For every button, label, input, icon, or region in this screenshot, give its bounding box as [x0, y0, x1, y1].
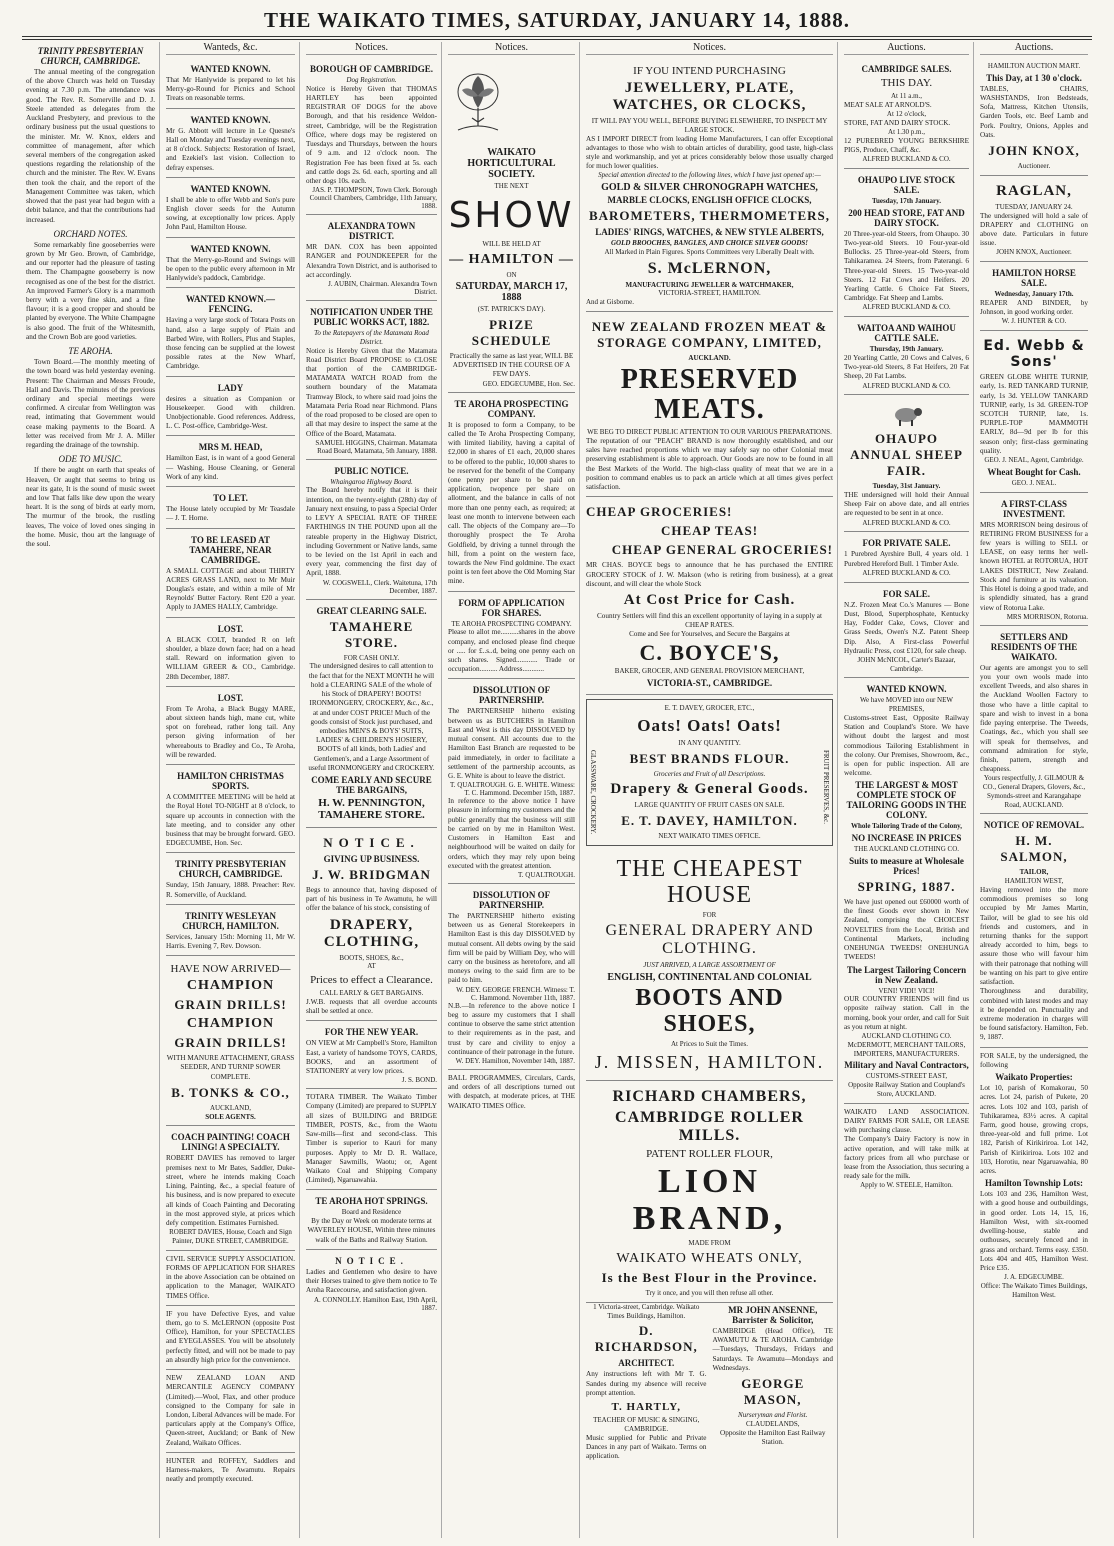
ad-cambridge-sales: CAMBRIDGE SALES. THIS DAY. At 11 a.m., MEAT SALE AT ARNOLD'S. At 12 o'clock, STORE, FAT AND DAIRY STOCK. At 1.30 p.m., 12 PUREBRED YOUNG BERKSHIRE PIGS, Produce, Chaff, &c. ALFRED BUCKLAND & CO.	[844, 58, 969, 169]
ad-share-form: FORM OF APPLICATION FOR SHARES. TE AROHA PROSPECTING COMPANY. Please to allot me..........shares in the above company, and enclosed please find cheque or ..... for £..s..d, being one penny each on such shares. Signed............ Trade or occupation.......... Address............	[448, 592, 575, 680]
ad-richardson: 1 Victoria-street, Cambridge. Waikato Times Buildings, Hamilton. D. RICHARDSON, ARCHITECT. Any instructions left with Mr T. G. Sandes during my absence will receive prompt attention. T. HARTLY, TEACHER OF MUSIC & SINGING, CAMBRIDGE. Music supplied for Public and Private Dances in any part of Waikato. Terms on application.	[586, 1302, 707, 1460]
ad-lost-mare: LOST. From Te Aroha, a Black Buggy MARE, about sixteen hands high, mane cut, white spot on forehead, rather long tail. Any person giving information of her whereabouts to Bradley and Co., Te Aroha, will be rewarded.	[166, 687, 295, 765]
column-head: Wanteds, &c.	[166, 42, 295, 55]
heading-te-aroha: TE AROHA.	[68, 346, 113, 357]
ad-notice-horses: NOTICE. Ladies and Gentlemen who desire to have their Horses trained to give them notice to Te Aroha Racecourse, and satisfaction given. A. CONNOLLY. Hamilton East, 19th April, 1887.	[306, 1255, 437, 1312]
column-4	[444, 42, 580, 1538]
column-head: Auctions.	[980, 42, 1088, 55]
masthead-rule-2	[22, 39, 1092, 40]
ad-prospecting-company: TE AROHA PROSPECTING COMPANY. It is proposed to form a Company, to be called the Te Aroha Prospecting Company, with limited liability, having a capital of £2,000 in shares of £1 each, 20,000 shares to be offered to the public, 10,000 shares to be reserved for the benefit of the Company (one penny per share to be paid on application, twopence per share on allotment, and the balance in calls of not more than one penny each, as required; at least one month to intervene between each call. The objects of the Company are—To thoroughly prospect the Te Aroha Goldfield, by driving a tunnel through the hill, from a point on the western face, towards the New Find goldmine. The exact point is ten feet above the Old Morning Star mine.	[448, 393, 575, 592]
ad-dissolution-butchers: DISSOLUTION OF PARTNERSHIP. The PARTNERSHIP hitherto existing between us as BUTCHERS in Hamilton East and West is this day DISSOLVED by mutual consent. All accounts due to the Hamilton East Branch are requested to be paid immediately, in order to facilitate a settlement of the partnership accounts, as G. E. White is about to leave the district. T. QUALTROUGH. G. E. WHITE. Witness: T. C. Hammond. December 15th, 1887. In reference to the above notice I have pleasure in informing my customers and the public generally that the business will still be carried on by me in Hamilton West. Customers in Hamilton East and neighbourhood will be waited on daily for orders, which they may rely upon being executed with the greatest attention. T. QUALTROUGH.	[448, 679, 575, 884]
ad-ball-programmes: BALL PROGRAMMES, Circulars, Cards, and orders of all descriptions turned out with despatch, at moderate prices, at THE WAIKATO TIMES Office.	[448, 1074, 575, 1110]
ad-trinity-service: TRINITY PRESBYTERIAN CHURCH, CAMBRIDGE. Sunday, 15th January, 1888. Preacher: Rev. R. Somerville, of Auckland.	[166, 853, 295, 904]
heading-trinity: TRINITY PRESBYTERIAN CHURCH, CAMBRIDGE.	[37, 46, 144, 66]
ad-private-sale: FOR PRIVATE SALE. 1 Purebred Ayrshire Bull, 4 years old. 1 Purebred Hereford Bull. 1 Timber Axle. ALFRED BUCKLAND & CO.	[844, 532, 969, 582]
columns	[22, 42, 1092, 1538]
ad-wesleyan: TRINITY WESLEYAN CHURCH, HAMILTON. Services, January 15th: Morning 11, Mr W. Harris. Evening 7, Rev. Dowson.	[166, 905, 295, 956]
ad-auckland-clothing: WANTED KNOWN. We have MOVED into our NEW PREMISES, Customs-street East, Opposite Railway Station and Coupland's Store. We have without doubt the largest and most commodious Tailoring Establishment in the colony. Our Premises, Showroom, &c., is open for public inspection. All are welcome. THE LARGEST & MOST COMPLETE STOCK OF TAILORING GOODS IN THE COLONY. Whole Tailoring Trade of the Colony, NO INCREASE IN PRICES THE AUCKLAND CLOTHING CO. Suits to measure at Wholesale Prices! SPRING, 1887. We have just opened out £60000 worth of the finest Goods ever shown in New Zealand, comprising the CHOICEST NOVELTIES from the Local, British and Continental Markets, including ONEHUNGA TWEEDS! ONEHUNGA TWEEDS! The Largest Tailoring Concern in New Zealand. VENI! VIDI! VICI! OUR COUNTRY FRIENDS will find us opposite railway station. Call in the morning, book your order, and call for Suit as you return at night. AUCKLAND CLOTHING CO. McDERMOTT, MERCHANT TAILORS, IMPORTERS, MANUFACTURERS. Military and Naval Contractors, CUSTOMS-STREET EAST, Opposite Railway Station and Coupland's Store, AUCKLAND.	[844, 678, 969, 1103]
ad-manures: FOR SALE. N.Z. Frozen Meat Co.'s Manures — Bone Dust, Blood, Superphosphate, Kentucky Hay, Fodder Cake, Cows, Clover and Grass Seeds, Owen's N.Z. Patent Sheep Dip. Also, A First-class Powerful Hydraulic Press, cost £120, for sale cheap. JOHN McNICOL, Carter's Bazaar, Cambridge.	[844, 583, 969, 679]
ad-coach-painting: COACH PAINTING! COACH LINING! A SPECIALTY. ROBERT DAVIES has removed to larger premises next to Mr Bates, Saddler, Duke-street, where he intends making Coach Lining, Painting, &c., a special feature of his business, and is now prepared to execute all kinds of Coach Painting and Decorating in the most approved style, at prices which defy competition. Estimates Furnished. ROBERT DAVIES, House, Coach and Sign Painter, DUKE STREET, CAMBRIDGE.	[166, 1126, 295, 1250]
preserves-vertical: FRUIT PRESERVES, &c.	[822, 750, 830, 825]
ad-auction-mart: HAMILTON AUCTION MART. This Day, at 1 30 o'clock. TABLES, CHAIRS, WASHSTANDS, Iron Bedsteads, Sofa, Mattress, Kitchen Utensils, Garden Tools, etc. Beef Lamb and Pork. Poultry, Onions, Apples and Oats. JOHN KNOX, Auctioneer.	[980, 58, 1088, 176]
ad-giving-up: NOTICE. GIVING UP BUSINESS. J. W. BRIDGMAN Begs to announce that, having disposed of part of his business in Te Awamutu, he will offer the balance of his stock, consisting of DRAPERY, CLOTHING, BOOTS, SHOES, &c., AT Prices to effect a Clearance. CALL EARLY & GET BARGAINS. J.W.B. requests that all overdue accounts shall be settled at once.	[306, 828, 437, 1021]
ad-optician: IF you have Defective Eyes, and value them, go to S. McLERNON (opposite Post Office), Hamilton, for your SPECTACLES and EYEGLASSES. You will be absolutely perfectly fitted, and will not be made to pay an absurdly high price for the convenience.	[166, 1306, 295, 1370]
masthead: THE WAIKATO TIMES, SATURDAY, JANUARY 14, 1888.	[264, 8, 850, 32]
ad-alexandra: ALEXANDRA TOWN DISTRICT. MR DAN. COX has been appointed RANGER and POUNDKEEPER for the Alexandra Town District, and is authorised to act accordingly. J. AUBIN, Chairman. Alexandra Town District.	[306, 215, 437, 301]
ad-saddlers: HUNTER and ROFFEY, Saddlers and Harness-makers, Te Awamutu. Repairs neatly and promptly executed.	[166, 1456, 295, 1484]
ad-highway-board: PUBLIC NOTICE. Whaingaroa Highway Board. The Board hereby notify that it is their intention, on the twenty-eighth (28th) day of January next ensuing, to pass a Special Order to LEVY A SPECIAL RATE OF THREE FARTHINGS IN THE POUND upon all the rateable property in the Highway District, including Government or Native lands, same to be levied on the 1st April in each and every year, commencing the first day of April, 1888. W. COGSWELL, Clerk. Waitetuna, 17th December, 1887.	[306, 460, 437, 600]
ad-ansenne: MR JOHN ANSENNE, Barrister & Solicitor, CAMBRIDGE (Head Office), TE AWAMUTU & TE AROHA. Cambridge—Tuesdays, Thursdays, Fridays and Saturdays. Te Awamutu—Mondays and Wednesdays. GEORGE MASON, Nurseryman and Florist. CLAUDELANDS, Opposite the Hamilton East Railway Station.	[712, 1304, 833, 1446]
ad-wanted-2: WANTED KNOWN. Mr G. Abbott will lecture in Le Quesne's Hall on Monday and Tuesday evenings next, at 8 o'clock. Subjects: Restoration of Israel, and Ezekiel's last vision. Collection to defray expenses.	[166, 109, 295, 178]
column-head: Notices.	[448, 42, 575, 55]
ad-missen-boots: THE CHEAPEST HOUSE FOR GENERAL DRAPERY AND CLOTHING. JUST ARRIVED, A LARGE ASSORTMENT OF ENGLISH, CONTINENTAL AND COLONIAL BOOTS AND SHOES, At Prices to Suit the Times. J. MISSEN, HAMILTON.	[586, 850, 833, 1081]
ad-grain-drills: HAVE NOW ARRIVED— CHAMPION GRAIN DRILLS! CHAMPION GRAIN DRILLS! WITH MANURE ATTACHMENT, GRASS SEEDER, AND TURNIP SOWER COMPLETE. B. TONKS & CO., AUCKLAND, SOLE AGENTS.	[166, 956, 295, 1126]
ad-civil-service: CIVIL SERVICE SUPPLY ASSOCIATION. FORMS OF APPLICATION FOR SHARES in the above Association can be obtained on application to the Manager, WAIKATO TIMES Office.	[166, 1251, 295, 1306]
ad-dissolution-storekeepers: DISSOLUTION OF PARTNERSHIP. The PARTNERSHIP hitherto existing between us as General Storekeepers in Hamilton East is this day DISSOLVED by mutual consent. All debts owing by the said firm will be paid by William Dey, who will carry on the business as heretofore, and all moneys owing to the said firm are to be paid to him. W. DEY. GEORGE FRENCH. Witness: T. C. Hammond. November 11th, 1887. N.B.—In reference to the above notice I beg to assure my customers that I shall continue to observe the same strict attention to their requirements as in the past, and trust by care and civility to enjoy a continuance of their patronage in the future. W. DEY. Hamilton, November 14th, 1887.	[448, 884, 575, 1070]
ad-lady: LADY desires a situation as Companion or Housekeeper. Good with children. Unobjectionable. Good references. Address, L. C. Post-office, Cambridge-West.	[166, 377, 295, 437]
ad-waitoa-cattle: WAITOA AND WAIHOU CATTLE SALE. Thursday, 19th January. 20 Yearling Cattle, 20 Cows and Calves, 6 Two-year-old Steers, 8 Fat Heifers, 20 Fat Sheep, 20 Fat Lambs. ALFRED BUCKLAND & CO.	[844, 317, 969, 395]
ad-mrs-head: MRS M. HEAD, Hamilton East, is in want of a good General — Washing, House Cleaning, or General Work of any kind.	[166, 436, 295, 487]
ad-clearing-sale: GREAT CLEARING SALE. TAMAHERE STORE. FOR CASH ONLY. The undersigned desires to call attention to the fact that for the NEXT MONTH he will hold a CLEARING SALE of the whole of his Stock of DRAPERY! BOOTS! IRONMONGERY, CROCKERY, &c., &c., at and under COST PRICE! Much of the goods consist of Stock just purchased, and embodies MEN'S & BOYS' SUITS, LADIES' & CHILDREN'S HOSIERY, BOOTS of all kinds, both Ladies' and Gentlemen's, and a Large Assortment of useful IRONMONGERY and CROCKERY. COME EARLY AND SECURE THE BARGAINS, H. W. PENNINGTON, TAMAHERE STORE.	[306, 600, 437, 828]
column-3	[302, 42, 442, 1538]
masthead-rule	[22, 36, 1092, 37]
column-5	[582, 42, 838, 1538]
ad-dairy-farms: WAIKATO LAND ASSOCIATION. DAIRY FARMS FOR SALE, OR LEASE with purchasing clause. The Company's Dairy Factory is now in active operation, and will take milk at factory prices from all who purchase or lease from the Association, thus securing a ready sale for the milk. Apply to W. STEELE, Hamilton.	[844, 1107, 969, 1190]
article-trinity: The annual meeting of the congregation of the above Church was held on Tuesday evening at 7.30 p.m. The attendance was good. The Rev. R. Somerville and D. J. Steele attended as delegates from the Auckland Presbytery, and previous to the ordinary business put the usual questions to the minister. Mr. W. Knox, elders and committee of management, after which several members of the congregation asked questions regarding the relationship of the church and the minister. The Rev. W. Evans then took the chair, and the report of the Management Committee was taken, which showed that the past year had begun with a debit balance, and that the contributions had increased.	[26, 68, 155, 224]
ad-settlers: SETTLERS AND RESIDENTS OF THE WAIKATO. Our agents are amongst you to sell you your own wools made into excellent Tweeds, and also shares in the Auckland Woollen Factory to those who have a little capital to spare and wish to invest in a bona fide paying enterprise. The Tweeds, Coatings, &c., which you shall see will speak for themselves, and command admiration for style, finish, pattern, strength and cheapness. Yours respectfully, J. GILMOUR & CO., General Drapers, Glovers, &c., Symonds-street and Karangahape Road, AUCKLAND.	[980, 626, 1088, 815]
ad-wanted-3: WANTED KNOWN. I shall be able to offer Webb and Son's pure English clover seeds for the Autumn sowing, at exceptionally low prices. Apply John Paul, Hamilton House.	[166, 178, 295, 238]
ad-mclernon-jeweller: IF YOU INTEND PURCHASING JEWELLERY, PLATE, WATCHES, OR CLOCKS, IT WILL PAY YOU WELL, BEFORE BUYING ELSEWHERE, TO INSPECT MY LARGE STOCK. AS I IMPORT DIRECT from leading Home Manufacturers, I can offer Exceptional advantages to those who wish to obtain articles of durability, good taste, high-class style and workmanship, and yet at prices considerably below those usually charged for much lower qualities. Special attention directed to the following lines, which I have just opened up:— GOLD & SILVER CHRONOGRAPH WATCHES, MARBLE CLOCKS, ENGLISH OFFICE CLOCKS, BAROMETERS, THERMOMETERS, LADIES' RINGS, WATCHES, & NEW STYLE ALBERTS, GOLD BROOCHES, BANGLES, AND CHOICE SILVER GOODS! All Marked in Plain Figures. Sports Committees very Liberally Dealt with. S. McLERNON, MANUFACTURING JEWELLER & WATCHMAKER, VICTORIA-STREET, HAMILTON. And at Gisborne.	[586, 58, 833, 312]
column-head: Notices.	[306, 42, 437, 55]
ad-investment: A FIRST-CLASS INVESTMENT. MRS MORRISON being desirous of RETIRING FROM BUSINESS for a few years is willing to SELL or LEASE, on easy terms her well-known HOTEL at ROTORUA, HOT LAKES DISTRICT, New Zealand. Stock and furniture at its valuation. This Hotel is doing a good trade, and is splendidly situated, has a grand view of Rotorua Lake. MRS MORRISON, Rotorua.	[980, 493, 1088, 626]
ad-totara: TOTARA TIMBER. The Waikato Timber Company (Limited) are prepared to SUPPLY all sizes of BUILDING and BRIDGE TIMBER, POSTS, &c., from the Waotu Saw-mills—first and second-class. This Timber is superior to Kauri for many purposes. Apply to Mr D. R. Wallace, Manager Sawmills, Waotu; or, Agent Waikato Coal and Shipping Company (Limited), Ngaruawahia.	[306, 1089, 437, 1190]
column-2	[162, 42, 300, 1538]
ad-horticultural-show: WAIKATO HORTICULTURAL SOCIETY. THE NEXT SHOW WILL BE HELD AT — HAMILTON — ON SATURDAY, MARCH 17, 1888 (ST. PATRICK'S DAY). PRIZE SCHEDULE Practically the same as last year, WILL BE ADVERTISED IN THE COURSE OF A FEW DAYS. GEO. EDGECUMBE, Hon. Sec.	[448, 58, 575, 393]
article-orchard: Some remarkably fine gooseberries were grown by Mr Geo. Brown, of Cambridge, and our reporter had the pleasure of tasting them. The Champagne gooseberry is now recognised as one of the best for the district. An improved Farmer's Glory is a mammoth berry with a very fine skin, and a fine flavour; it is a good cropper and should be planted by everyone. The White Champagne is also good. The fruit of the Whitesmith, and the Crown Bob are good varieties.	[26, 240, 155, 341]
column-7	[976, 42, 1092, 1538]
sheep-icon	[890, 403, 924, 427]
glassware-vertical: GLASSWARE, CROCKERY.	[589, 750, 597, 835]
ad-frozen-meat: NEW ZEALAND FROZEN MEAT & STORAGE COMPANY, LIMITED, AUCKLAND. PRESERVED MEATS. WE BEG TO DIRECT PUBLIC ATTENTION TO OUR VARIOUS PREPARATIONS. The reputation of our "PEACH" BRAND is now thoroughly established, and our sales have reached proportions which we may safely say no other Colonial meat preserving establishment is able to approach. Our Goods are now to be found in all the Best Markets of the World. The high-class quality of meat that we are in a position to command enables us to pack an article which at all times gives perfect satisfaction.	[586, 312, 833, 497]
ad-to-let: TO LET. The House lately occupied by Mr Teasdale — J. T. Horne.	[166, 487, 295, 528]
column-1	[22, 42, 160, 1538]
ad-horse-sale: HAMILTON HORSE SALE. Wednesday, January 17th. REAPER AND BINDER, by Johnson, in good working order. W. J. HUNTER & CO.	[980, 262, 1088, 331]
article-te-aroha: Town Board.—The monthly meeting of the town board was held yesterday evening. Present: The Chairman and Messrs Froude, Hall and Davis. The minutes of the previous ordinary and special meetings were confirmed. A circular from Wellington was read, intimating that Government would cease making payments to the Board. A letter was received from Mr J. A. Miller regarding the drainage of the township.	[26, 358, 155, 450]
ad-wanted-4: WANTED KNOWN. That the Merry-go-Round and Swings will be open to the public every afternoon in Mr Hanlywide's paddock, Cambridge.	[166, 238, 295, 289]
ad-boyce-groceries: CHEAP GROCERIES! CHEAP TEAS! CHEAP GENERAL GROCERIES! MR CHAS. BOYCE begs to announce that he has purchased the ENTIRE GROCERY STOCK of J. W. Makson (who is retiring from business), at a great discount, and will clear the whole Stock At Cost Price for Cash. Country Settlers will find this an excellent opportunity of laying in a supply at CHEAP RATES. Come and See for Yourselves, and Secure the Bargains at C. BOYCE'S, BAKER, GROCER, AND GENERAL PROVISION MERCHANT, VICTORIA-ST., CAMBRIDGE.	[586, 497, 833, 695]
floral-emblem-icon	[448, 66, 508, 136]
ad-sheep-fair: OHAUPO ANNUAL SHEEP FAIR. Tuesday, 31st January. THE undersigned will hold their Annual Sheep Fair on above date, and all entries are requested to be sent in at once. ALFRED BUCKLAND & CO.	[844, 395, 969, 532]
poem-ode: If there be aught on earth that speaks of Heaven, Or aught that seems to bring us near its gate, It is the sound of music sweet and low That falls like dew upon the weary heart. It is the song of birds at early morn, The murmur of the brook, the rustling leaves, The voice of loved ones singing in the home. Music, thou art the language of the soul.	[26, 466, 155, 549]
ad-davey-grocer: GLASSWARE, CROCKERY. FRUIT PRESERVES, &c. E. T. DAVEY, GROCER, ETC., Oats! Oats! Oats! IN ANY QUANTITY. BEST BRANDS FLOUR. Groceries and Fruit of all Descriptions. Drapery & General Goods. LARGE QUANTITY OF FRUIT CASES ON SALE. E. T. DAVEY, HAMILTON. NEXT WAIKATO TIMES OFFICE.	[586, 699, 833, 846]
ad-loan-agency: NEW ZEALAND LOAN AND MERCANTILE AGENCY COMPANY (Limited).—Wool, Flax, and other produce consigned to the Company for sale in London, Liberal Advances will be made. For particulars apply at the Company's Office, Queen-street, Auckland; or Bank of New Zealand, Waikato Offices.	[166, 1370, 295, 1453]
ad-lost-colt: LOST. A BLACK COLT, branded R on left shoulder, a blaze down face; had on a head stall. Reward on information given to WILLIAM GREER & CO., Cambridge. 28th December, 1887.	[166, 618, 295, 687]
column-head: Notices.	[586, 42, 833, 55]
ad-raglan: RAGLAN, TUESDAY, JANUARY 24. The undersigned will hold a sale of DRAPERY and CLOTHING on above date. Particulars in future issue. JOHN KNOX, Auctioneer.	[980, 176, 1088, 262]
ad-lease: TO BE LEASED AT TAMAHERE, NEAR CAMBRIDGE. A SMALL COTTAGE and about THIRTY ACRES GRASS LAND, next to Mr Muir Douglas's estate, and within a mile of Mr Reynolds' Butter Factory. Rent £20 a year. Apply to JAMES HALLY, Cambridge.	[166, 529, 295, 618]
ad-webb-seeds: Ed. Webb & Sons' GREEN GLOBE WHITE TURNIP, early, 1s. RED TANKARD TURNIP, early, 1s 3d. YELLOW TANKARD TURNIP, early, 1s 3d. GREEN-TOP SCOTCH TURNIP, late, 1s. PURPLE-TOP MAMMOTH EARLY, 8d—9d per lb for this season only; first-class germinating quality. GEO. J. NEAL, Agent, Cambridge. Wheat Bought for Cash. GEO. J. NEAL.	[980, 331, 1088, 492]
ad-dog-registration: BOROUGH OF CAMBRIDGE. Dog Registration. Notice is Hereby Given that THOMAS HARTLEY has been appointed REGISTRAR OF DOGS for the above Borough, and that his residence Weldon-street, Cambridge, will be the Registration Office, where dogs may be registered on Tuesdays and Thursdays, between the hours of 9 a.m. and 12 o'clock noon. The Registration Fee has been fixed at 5s. each and cattle dogs 2s. 6d. each, sporting and all other dogs 10s. each. JAS. P. THOMPSON, Town Clerk. Borough Council Chambers, Cambridge, 11th January, 1888.	[306, 58, 437, 215]
ad-fencing: WANTED KNOWN.—FENCING. Having a very large stock of Totara Posts on hand, also a large supply of Plain and Barbed Wire, with Rollers, Plus and Staples, those fencing can be supplied at the lowest possible rates at the New Wharf, Cambridge.	[166, 288, 295, 376]
ad-removal: NOTICE OF REMOVAL. H. M. SALMON, TAILOR, HAMILTON WEST, Having removed into the more commodious premises so long occupied by Mr James Martin, Tailor, will be glad to see his old friends and customers, and in returning thanks for the support already accorded to him, begs to assure those who will favour him with their patronage that nothing will be wanting on his part to give entire satisfaction. Thoroughness and durability, combined with latest modes and may it be depended on. Punctuality and extreme moderation in charges will be found satisfactory. Hamilton, Feb. 9, 1887.	[980, 814, 1088, 1047]
column-head: Auctions.	[844, 42, 969, 55]
ad-ohaupo-stock: OHAUPO LIVE STOCK SALE. Tuesday, 17th January. 200 HEAD STORE, FAT AND DAIRY STOCK. 20 Three-year-old Steers, from Ohaupo. 30 Two-year-old Steers. 10 Four-year-old Bullocks. 25 Three-year-old Steers, from Tahikaramea. 24 Steers, from Paterangi. 6 Three-year-old Steers. 15 Two-year-old Steers. 12 Fat Cows and Heifers. 20 Yearling Cattle. 6 Choice Fat Steers, Cambridge. Fat Sheep and Lambs. ALFRED BUCKLAND & CO.	[844, 169, 969, 317]
ad-new-year: FOR THE NEW YEAR. ON VIEW at Mr Campbell's Store, Hamilton East, a variety of handsome TOYS, CARDS, BOOKS, and an assortment of STATIONERY at very low prices. J. S. BOND.	[306, 1021, 437, 1089]
ad-hot-springs: TE AROHA HOT SPRINGS. Board and Residence By the Day or Week on moderate terms at WAVERLEY HOUSE, Within three minutes walk of the Baths and Railway Station.	[306, 1190, 437, 1249]
ad-properties: FOR SALE, by the undersigned, the following Waikato Properties: Lot 10, parish of Komakorau, 50 acres. Lot 24, parish of Pukete, 20 acres. Lots 102 and 103, parish of Tuhikaramea, 83½ acres. A capital Farm, good house, growing crops, three-year-old and full prime. Lot 182, Parish of Kirikiriroa. Lot 142, Parish of Kirikiriroa. Lots 102 and 103, Horotiu, near Ngaruawahia, 80 acres. Hamilton Township Lots: Lots 103 and 236, Hamilton West, with a good house and outbuildings, in good order. Lots 14, 15, 16, Hamilton West, with six-roomed dwelling-house, stable and outhouses, securely fenced and in grass and orchard. Terms easy. £350. Lots 404 and 405, Hamilton West. Price £35. J. A. EDGECUMBE. Office: The Waikato Times Buildings, Hamilton West.	[980, 1051, 1088, 1299]
heading-orchard: ORCHARD NOTES.	[53, 228, 128, 239]
ad-roller-mills: RICHARD CHAMBERS, CAMBRIDGE ROLLER MILLS. PATENT ROLLER FLOUR, LION BRAND, MADE FROM WAIKATO WHEATS ONLY, Is the Best Flour in the Province. Try it once, and you will then refuse all other.	[586, 1081, 833, 1303]
column-6	[840, 42, 974, 1538]
heading-ode: ODE TO MUSIC.	[58, 454, 123, 465]
ad-sports: HAMILTON CHRISTMAS SPORTS. A COMMITTEE MEETING will be held at the Royal Hotel TO-NIGHT at 8 o'clock, to square up accounts in connection with the late meeting, and to consider any other business that may be brought forward. GEO. EDGECUMBE, Hon. Sec.	[166, 765, 295, 853]
ad-wanted-1: WANTED KNOWN. That Mr Hanlywide is prepared to let his Merry-go-Round for Picnics and School Treats on reasonable terms.	[166, 58, 295, 109]
ad-public-works: NOTIFICATION UNDER THE PUBLIC WORKS ACT, 1882. To the Ratepayers of the Matamata Road District. Notice is Hereby Given that the Matamata Road District Board PROPOSE to CLOSE that portion of the CAMBRIDGE-MATAMATA WATCH ROAD from the southern boundary of the Matamata Tramway Block, to where said road joins the Matamata Peria Road near Richmond. Plans of the road proposed to be closed are open to all that may desire to inspect the same at the Office of the Board, Matamata. SAMUEL HIGGINS, Chairman. Matamata Road Board, Matamata, 5th January, 1888.	[306, 301, 437, 460]
small-ads-row	[586, 1303, 833, 1461]
